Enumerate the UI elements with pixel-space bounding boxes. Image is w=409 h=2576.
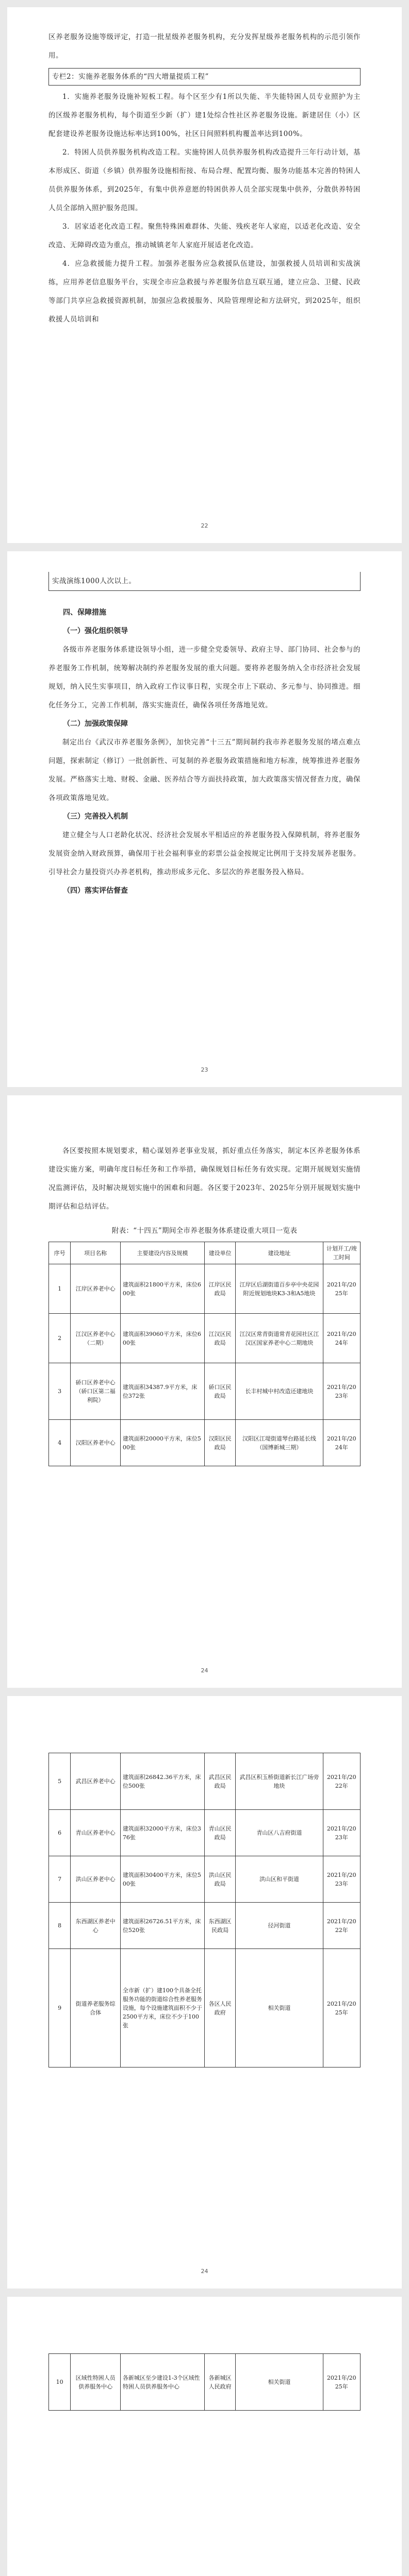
subsection-1-title: （一）强化组织领导: [63, 627, 128, 635]
page-number: 24: [201, 2268, 208, 2275]
header-time: 计划开工/竣工时间: [323, 1242, 361, 1264]
continuation-text: 实战演练1000人次以上。: [48, 572, 361, 591]
cell-no: 8: [49, 1903, 71, 1949]
cell-no: 3: [49, 1363, 71, 1420]
table-row: [49, 1264, 361, 1314]
cell-address: 洪山区和平街道: [236, 1856, 323, 1903]
table-row: [49, 2354, 361, 2411]
projects-table: [48, 1242, 361, 1466]
header-content: 主要建设内容及规模: [120, 1242, 204, 1264]
cell-name: 江汉区养老中心（二期）: [71, 1314, 121, 1363]
cell-time: 2021年/2023年: [323, 1363, 361, 1420]
cell-address: 武昌区积玉桥街道新长江广场旁地块: [236, 1753, 323, 1810]
cell-no: 2: [49, 1314, 71, 1363]
cell-content: 全市新（扩）建100个具备全托服务功能的街道综合性养老服务设施，每个设施建筑面积不少于2500平方米，床位不少于100张: [120, 1949, 204, 2067]
table-caption: 附表：“十四五”期间全市养老服务体系建设重大项目一览表: [111, 1227, 298, 1235]
cell-unit: 洪山区民政局: [204, 1856, 235, 1903]
cell-content: 建筑面积20000平方米，床位500张: [120, 1420, 204, 1466]
subsection-1-text: 各级市养老服务体系建设领导小组，进一步健全党委领导、政府主导、部门协同、社会参与的养老服务工作机制，统筹解决制约养老服务发展的重大问题。要将养老服务纳入全市经济社会发展规划，纳入民生实事项目，纳入政府工作议事日程，实现全市上下联动、多元参与、协同推进。细化任务分工，完善工作机制，落实实施责任，确保各项任务落地见效。: [48, 646, 361, 709]
cell-address: 相关街道: [236, 2354, 323, 2411]
cell-no: 5: [49, 1753, 71, 1810]
cell-address: 江岸区后湖街道百步亭中央花园附近规划地块K3-3和A5地块: [236, 1264, 323, 1314]
subsection-3-text: 建立健全与人口老龄化状况、经济社会发展水平相适应的养老服务投入保障机制，将养老服务发展资金纳入财政预算，确保用于社会福利事业的彩票公益金按规定比例用于支持发展养老服务。引导社会力量投资兴办养老机构，推动形成多元化、多层次的养老服务投入格局。: [48, 831, 361, 876]
cell-name: 青山区养老中心: [71, 1810, 121, 1856]
cell-time: 2021年/2023年: [323, 1810, 361, 1856]
cell-unit: 青山区民政局: [204, 1810, 235, 1856]
cell-content: 建筑面积26842.36平方米，床位500张: [120, 1753, 204, 1810]
cell-unit: 各区人民政府: [204, 1949, 235, 2067]
cell-no: 7: [49, 1856, 71, 1903]
cell-time: 2021年/2024年: [323, 1420, 361, 1466]
cell-address: 长丰村城中村改造还建地块: [236, 1363, 323, 1420]
cell-unit: 东西湖区民政局: [204, 1903, 235, 1949]
box-para-4: 4．应急救援能力提升工程。加强养老服务应急救援队伍建设，加强救援人员培训和实战演练，应用养老信息服务平台，实现全市应急救援与养老服务信息互联互通，建立应急、卫健、民政等部门共享应急救援资源机制，加强应急救援服务、风险管理理论和方法研究，到2025年，组织救援人员培训和: [48, 260, 361, 324]
cell-content: 建筑面积34387.9平方米，床位372张: [120, 1363, 204, 1420]
cell-name: 武昌区养老中心: [71, 1753, 121, 1810]
page-5: [7, 2297, 402, 2576]
cell-no: 6: [49, 1810, 71, 1856]
cell-no: 9: [49, 1949, 71, 2067]
table-row: [49, 1314, 361, 1363]
page-number: 22: [201, 522, 208, 529]
table-row: [49, 1420, 361, 1466]
cell-unit: 武昌区民政局: [204, 1753, 235, 1810]
page-1: [7, 7, 402, 543]
cell-unit: 各新城区人民政府: [204, 2354, 235, 2411]
cell-time: 2021年/2024年: [323, 1314, 361, 1363]
cell-time: 2021年/2022年: [323, 1903, 361, 1949]
cell-content: 各新城区至少建设1-3个区域性特困人员供养服务中心: [120, 2354, 204, 2411]
cell-address: 江汉区常青街道常青花园社区江汉区国家养老中心二期地块: [236, 1314, 323, 1363]
projects-table-continued: [48, 1753, 361, 2067]
table-row: [49, 1753, 361, 1810]
cell-address: 汉阳区江堤街道琴台路延长线（国博新城三期）: [236, 1420, 323, 1466]
cell-address: 径河街道: [236, 1903, 323, 1949]
cell-name: 区域性特困人员供养服务中心: [71, 2354, 121, 2411]
page-number: 24: [201, 1667, 208, 1674]
projects-table-final: [48, 2353, 361, 2411]
evaluation-text: 各区要按照本规划要求，精心谋划养老事业发展，抓好重点任务落实，制定本区养老服务体系建设实施方案，明确年度目标任务和工作举措，确保规划目标任务有效实现。定期开展规划实施情况监测评估，及时解决规划实施中的困难和问题。各区要于2023年、2025年分别开展规划实施中期评估和总结评估。: [48, 1147, 361, 1211]
cell-no: 1: [49, 1264, 71, 1314]
cell-content: 建筑面积39060平方米，床位600张: [120, 1314, 204, 1363]
cell-name: 硚口区养老中心（硚口区第二福利院）: [71, 1363, 121, 1420]
box-title: 专栏2：实施养老服务体系的“四大增量提质工程”: [48, 68, 361, 86]
section-title: 四、保障措施: [63, 608, 106, 617]
subsection-4-title: （四）落实评估督查: [63, 887, 128, 895]
cell-time: 2021年/2025年: [323, 2354, 361, 2411]
cell-content: 建筑面积21800平方米，床位600张: [120, 1264, 204, 1314]
table-row: [49, 1903, 361, 1949]
cell-no: 4: [49, 1420, 71, 1466]
cell-address: 青山区八吉府街道: [236, 1810, 323, 1856]
cell-content: 建筑面积30400平方米，床位500张: [120, 1856, 204, 1903]
cell-address: 相关街道: [236, 1949, 323, 2067]
cell-unit: 硚口区民政局: [204, 1363, 235, 1420]
cell-unit: 江汉区民政局: [204, 1314, 235, 1363]
cell-name: 东西湖区养老中心: [71, 1903, 121, 1949]
header-name: 项目名称: [71, 1242, 121, 1264]
cell-time: 2021年/2023年: [323, 1856, 361, 1903]
table-row: [49, 1363, 361, 1420]
intro-text: 区养老服务设施等级评定，打造一批星级养老服务机构，充分发挥星级养老服务机构的示范引领作用。: [48, 33, 361, 60]
cell-content: 建筑面积26726.51平方米，床位520张: [120, 1903, 204, 1949]
page-3: [7, 1095, 402, 1688]
header-unit: 建设单位: [204, 1242, 235, 1264]
table-row: [49, 1810, 361, 1856]
cell-name: 汉阳区养老中心: [71, 1420, 121, 1466]
cell-time: 2021年/2025年: [323, 1949, 361, 2067]
page-number: 23: [201, 1066, 208, 1073]
cell-name: 洪山区养老中心: [71, 1856, 121, 1903]
cell-content: 建筑面积32000平方米，床位376张: [120, 1810, 204, 1856]
cell-time: 2021年/2025年: [323, 1264, 361, 1314]
cell-unit: 汉阳区民政局: [204, 1420, 235, 1466]
table-header-row: [49, 1242, 361, 1264]
box-para-2: 2．特困人员供养服务机构改造工程。实施特困人员供养服务机构改造提升三年行动计划，基本形成区、街道（乡镇）供养服务设施相衔接、布局合理、配置均衡、服务功能基本完善的特困人员供养服务体系，到2025年，有集中供养意愿的特困供养人员全部实现集中供养，分散供养特困人员全部纳入照护服务范围。: [48, 148, 361, 212]
cell-no: 10: [49, 2354, 71, 2411]
box-para-1: 1．实施养老服务设施补短板工程。每个区至少有1所以失能、半失能特困人员专业照护为主的区级养老服务机构，每个街道至少新（扩）建1处综合性社区养老服务设施。新建居住（小）区配套建设养老服务设施达标率达到100%，社区日间照料机构覆盖率达到100%。: [48, 93, 361, 138]
box-para-3: 3．居家适老化改造工程。聚焦特殊困难群体、失能、残疾老年人家庭，以适老化改造、安全改造、无障碍改造为重点，推动城镇老年人家庭开展适老化改造。: [48, 223, 361, 249]
header-address: 建设地址: [236, 1242, 323, 1264]
page-2: [7, 551, 402, 1087]
table-row: [49, 1949, 361, 2067]
cell-time: 2021年/2022年: [323, 1753, 361, 1810]
page-4: [7, 1696, 402, 2289]
subsection-3-title: （三）完善投入机制: [63, 812, 128, 821]
subsection-2-text: 制定出台《武汉市养老服务条例》，加快完善“十三五”期间制约我市养老服务发展的堵点难点问题，探索制定（修订）一批创新性、可复制的养老服务政策措施和地方标准，统筹推进养老服务发展。严格落实土地、财税、金融、医养结合等方面扶持政策，加大政策落实情况督查力度，确保各项政策落地见效。: [48, 738, 361, 802]
cell-name: 江岸区养老中心: [71, 1264, 121, 1314]
cell-name: 街道养老服务综合体: [71, 1949, 121, 2067]
cell-unit: 江岸区民政局: [204, 1264, 235, 1314]
header-no: 序号: [49, 1242, 71, 1264]
table-row: [49, 1856, 361, 1903]
subsection-2-title: （二）加强政策保障: [63, 720, 128, 728]
